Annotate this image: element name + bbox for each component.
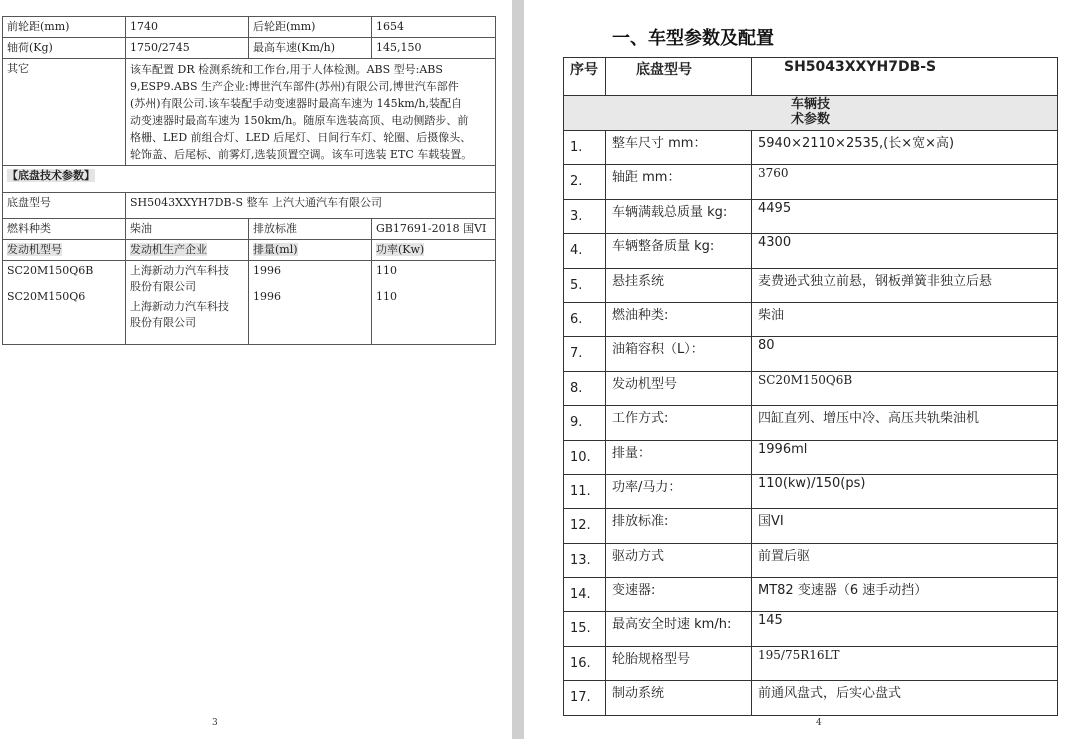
table-cell: 前轮距(mm) xyxy=(3,17,126,38)
row-label: 最高安全时速 km/h: xyxy=(606,612,752,646)
table-cell: 轴荷(Kg) xyxy=(3,38,126,59)
note-line: 格栅、LED 前组合灯、LED 后尾灯、日间行车灯、轮圈、后摄像头、 xyxy=(130,131,472,144)
table-row xyxy=(3,219,496,240)
page-number: 3 xyxy=(212,718,218,728)
row-index: 3. xyxy=(564,199,606,233)
table-cell xyxy=(372,240,496,261)
table-row xyxy=(564,646,1058,680)
engine-maker: 股份有限公司 xyxy=(130,316,196,329)
row-label: 燃油种类: xyxy=(606,302,752,336)
row-value: 4300 xyxy=(752,234,1058,268)
table-row xyxy=(564,474,1058,508)
engine-power: 110 xyxy=(376,290,397,303)
note-line: 轮饰盖、后尾标、前雾灯,选装顶置空调。该车可选装 ETC 车载装置。 xyxy=(130,148,473,161)
table-row xyxy=(564,612,1058,646)
table-cell: GB17691-2018 国VI xyxy=(372,219,496,240)
table-row xyxy=(3,17,496,38)
row-value: 3760 xyxy=(752,165,1058,199)
row-index: 7. xyxy=(564,337,606,371)
document-page-left xyxy=(0,0,512,739)
table-row xyxy=(3,193,496,219)
row-index: 15. xyxy=(564,612,606,646)
index-header: 序号 xyxy=(564,58,606,96)
parameters-table xyxy=(563,57,1058,716)
row-value: 柴油 xyxy=(752,302,1058,336)
table-cell: SH5043XXYH7DB-S 整车 上汽大通汽车有限公司 xyxy=(126,193,496,219)
row-label: 工作方式: xyxy=(606,406,752,440)
table-row xyxy=(564,681,1058,715)
table-cell: 最高车速(Km/h) xyxy=(249,38,372,59)
row-index: 10. xyxy=(564,440,606,474)
row-index: 17. xyxy=(564,681,606,715)
row-label: 车辆整备质量 kg: xyxy=(606,234,752,268)
table-row xyxy=(564,302,1058,336)
engine-maker: 上海新动力汽车科技 xyxy=(130,264,229,277)
table-cell: 排放标准 xyxy=(249,219,372,240)
displacement-header: 排量(ml) xyxy=(253,243,298,256)
row-value: 麦费逊式独立前悬，钢板弹簧非独立后悬 xyxy=(752,268,1058,302)
table-cell: 145,150 xyxy=(372,38,496,59)
engine-maker: 股份有限公司 xyxy=(130,280,196,293)
table-row xyxy=(3,38,496,59)
table-row xyxy=(3,261,496,345)
row-label: 轴距 mm： xyxy=(606,165,752,199)
note-line: 动变速器时最高车速为 150km/h。随原车选装高顶、电动侧踏步、前 xyxy=(130,114,469,127)
table-cell xyxy=(249,240,372,261)
table-cell xyxy=(3,240,126,261)
note-line: (苏州)有限公司.该车装配手动变速器时最高车速为 145km/h,装配自 xyxy=(130,97,462,110)
vehicle-spec-table xyxy=(2,16,496,345)
row-label: 悬挂系统 xyxy=(606,268,752,302)
row-index: 9. xyxy=(564,406,606,440)
row-label: 功率/马力： xyxy=(606,474,752,508)
row-label: 变速器: xyxy=(606,578,752,612)
row-index: 5. xyxy=(564,268,606,302)
other-notes-cell xyxy=(126,59,496,166)
row-index: 16. xyxy=(564,646,606,680)
table-cell: 1750/2745 xyxy=(126,38,249,59)
table-cell: 1740 xyxy=(126,17,249,38)
band-cell xyxy=(564,96,1058,131)
row-label: 整车尺寸 mm： xyxy=(606,131,752,165)
row-value: 前通风盘式，后实心盘式 xyxy=(752,681,1058,715)
table-cell xyxy=(372,261,496,345)
row-label: 排量： xyxy=(606,440,752,474)
table-cell xyxy=(3,261,126,345)
row-label: 车辆满载总质量 kg: xyxy=(606,199,752,233)
row-index: 4. xyxy=(564,234,606,268)
table-cell: 柴油 xyxy=(126,219,249,240)
row-value: 1996ml xyxy=(752,440,1058,474)
engine-model-header: 发动机型号 xyxy=(7,243,62,256)
table-row xyxy=(564,234,1058,268)
band-line: 车辆技 xyxy=(790,97,830,112)
table-row xyxy=(564,440,1058,474)
row-label: 驱动方式 xyxy=(606,543,752,577)
row-index: 14. xyxy=(564,578,606,612)
table-row xyxy=(3,240,496,261)
row-index: 1. xyxy=(564,131,606,165)
engine-power: 110 xyxy=(376,264,397,277)
table-row xyxy=(3,59,496,166)
document-page-right xyxy=(524,0,1080,739)
row-value: MT82 变速器（6 速手动挡） xyxy=(752,578,1058,612)
table-cell xyxy=(126,240,249,261)
table-row xyxy=(564,406,1058,440)
chassis-header: 底盘型号 xyxy=(606,58,752,96)
table-cell xyxy=(126,261,249,345)
row-index: 8. xyxy=(564,371,606,405)
band-line: 术参数 xyxy=(790,112,830,127)
table-row xyxy=(564,131,1058,165)
parameter-rows xyxy=(564,131,1058,716)
row-value: 80 xyxy=(752,337,1058,371)
table-row xyxy=(564,578,1058,612)
table-cell xyxy=(249,261,372,345)
chassis-model-value: SH5043XXYH7DB-S xyxy=(752,58,1058,96)
table-row xyxy=(564,337,1058,371)
table-cell: 其它 xyxy=(3,59,126,166)
row-value: 110(kw)/150(ps) xyxy=(752,474,1058,508)
row-index: 11. xyxy=(564,474,606,508)
row-value: 5940×2110×2535,(长×宽×高) xyxy=(752,131,1058,165)
row-value: 国VI xyxy=(752,509,1058,543)
engine-maker-header: 发动机生产企业 xyxy=(130,243,207,256)
page-number: 4 xyxy=(816,718,822,728)
table-header-row xyxy=(564,58,1058,96)
row-value: 4495 xyxy=(752,199,1058,233)
row-value: SC20M150Q6B xyxy=(752,371,1058,405)
note-line: 该车配置 DR 检测系统和工作台,用于人体检测。ABS 型号:ABS xyxy=(130,63,443,76)
table-row xyxy=(564,543,1058,577)
row-label: 轮胎规格型号 xyxy=(606,646,752,680)
row-value: 前置后驱 xyxy=(752,543,1058,577)
table-row xyxy=(3,166,496,193)
row-value: 195/75R16LT xyxy=(752,646,1058,680)
row-index: 12. xyxy=(564,509,606,543)
page-gutter xyxy=(512,0,524,739)
table-row xyxy=(564,199,1058,233)
table-cell: 燃料种类 xyxy=(3,219,126,240)
row-label: 油箱容积（L）： xyxy=(606,337,752,371)
table-row xyxy=(564,268,1058,302)
engine-maker: 上海新动力汽车科技 xyxy=(130,300,229,313)
table-cell: 后轮距(mm) xyxy=(249,17,372,38)
power-header: 功率(Kw) xyxy=(376,243,425,256)
row-value: 四缸直列、增压中冷、高压共轨柴油机 xyxy=(752,406,1058,440)
table-band-row xyxy=(564,96,1058,131)
engine-displacement: 1996 xyxy=(253,290,281,303)
table-cell: 1654 xyxy=(372,17,496,38)
section-heading-cell xyxy=(3,166,496,193)
row-index: 2. xyxy=(564,165,606,199)
engine-model: SC20M150Q6 xyxy=(7,290,86,303)
row-label: 排放标准: xyxy=(606,509,752,543)
row-value: 145 xyxy=(752,612,1058,646)
table-row xyxy=(564,371,1058,405)
note-line: 9,ESP9.ABS 生产企业:博世汽车部件(苏州)有限公司,博世汽车部件 xyxy=(130,80,459,93)
row-label: 制动系统 xyxy=(606,681,752,715)
section-title: 一、车型参数及配置 xyxy=(612,28,774,49)
row-index: 6. xyxy=(564,302,606,336)
engine-displacement: 1996 xyxy=(253,264,281,277)
section-heading: 【底盘技术参数】 xyxy=(7,169,95,182)
table-row xyxy=(564,165,1058,199)
engine-model: SC20M150Q6B xyxy=(7,264,94,277)
row-index: 13. xyxy=(564,543,606,577)
row-label: 发动机型号 xyxy=(606,371,752,405)
table-row xyxy=(564,509,1058,543)
table-cell: 底盘型号 xyxy=(3,193,126,219)
